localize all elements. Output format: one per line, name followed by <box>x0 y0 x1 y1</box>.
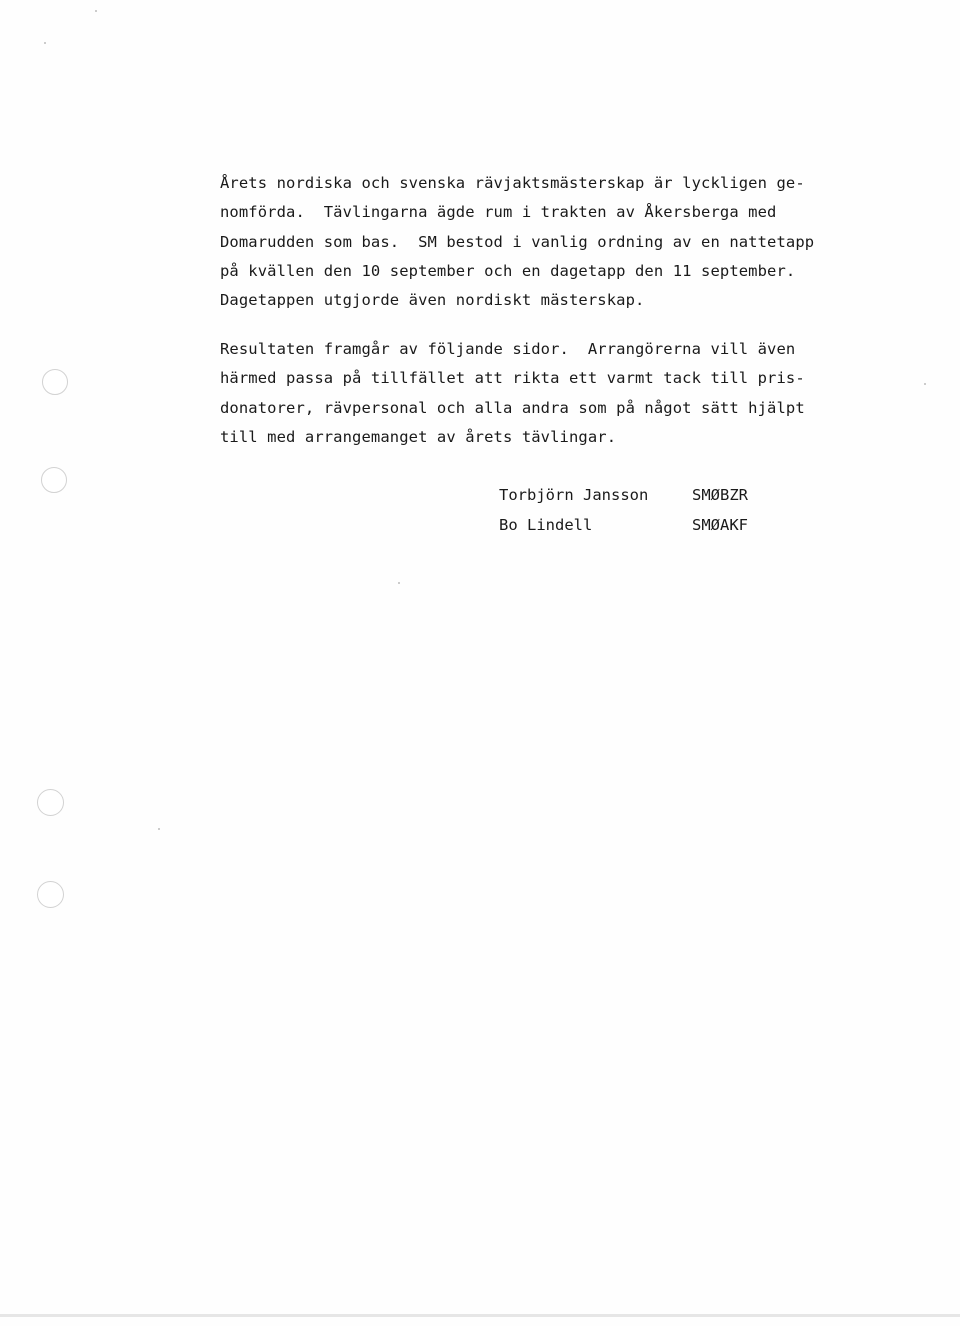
scan-speck <box>158 828 160 830</box>
punch-hole-2 <box>41 467 67 493</box>
punch-hole-3 <box>37 789 64 816</box>
punch-hole-1 <box>42 369 68 395</box>
paragraph-2-line-2: härmed passa på tillfället att rikta ett varmt tack till pris- <box>220 369 805 387</box>
signature-callsign-2: SMØAKF <box>692 516 748 534</box>
scan-speck <box>95 10 97 12</box>
page-bottom-edge <box>0 1314 960 1317</box>
paragraph-1-line-4: på kvällen den 10 september och en dagetapp den 11 september. <box>220 262 796 280</box>
paragraph-1-line-1: Årets nordiska och svenska rävjaktsmästerskap är lyckligen ge- <box>220 174 805 192</box>
signature-name-1: Torbjörn Jansson <box>499 486 649 504</box>
scan-speck <box>398 582 400 584</box>
paragraph-2-line-4: till med arrangemanget av årets tävlingar. <box>220 428 617 446</box>
punch-hole-4 <box>37 881 64 908</box>
paragraph-2-line-1: Resultaten framgår av följande sidor. Arrangörerna vill även <box>220 340 796 358</box>
scan-speck <box>924 383 926 385</box>
paragraph-1-line-5: Dagetappen utgjorde även nordiskt mästerskap. <box>220 291 645 309</box>
paragraph-1-line-3: Domarudden som bas. SM bestod i vanlig ordning av en nattetapp <box>220 233 815 251</box>
signature-callsign-1: SMØBZR <box>692 486 748 504</box>
paragraph-2-line-3: donatorer, rävpersonal och alla andra som på något sätt hjälpt <box>220 399 805 417</box>
scan-speck <box>44 42 46 44</box>
paragraph-1-line-2: nomförda. Tävlingarna ägde rum i trakten av Åkersberga med <box>220 203 777 221</box>
signature-name-2: Bo Lindell <box>499 516 593 534</box>
